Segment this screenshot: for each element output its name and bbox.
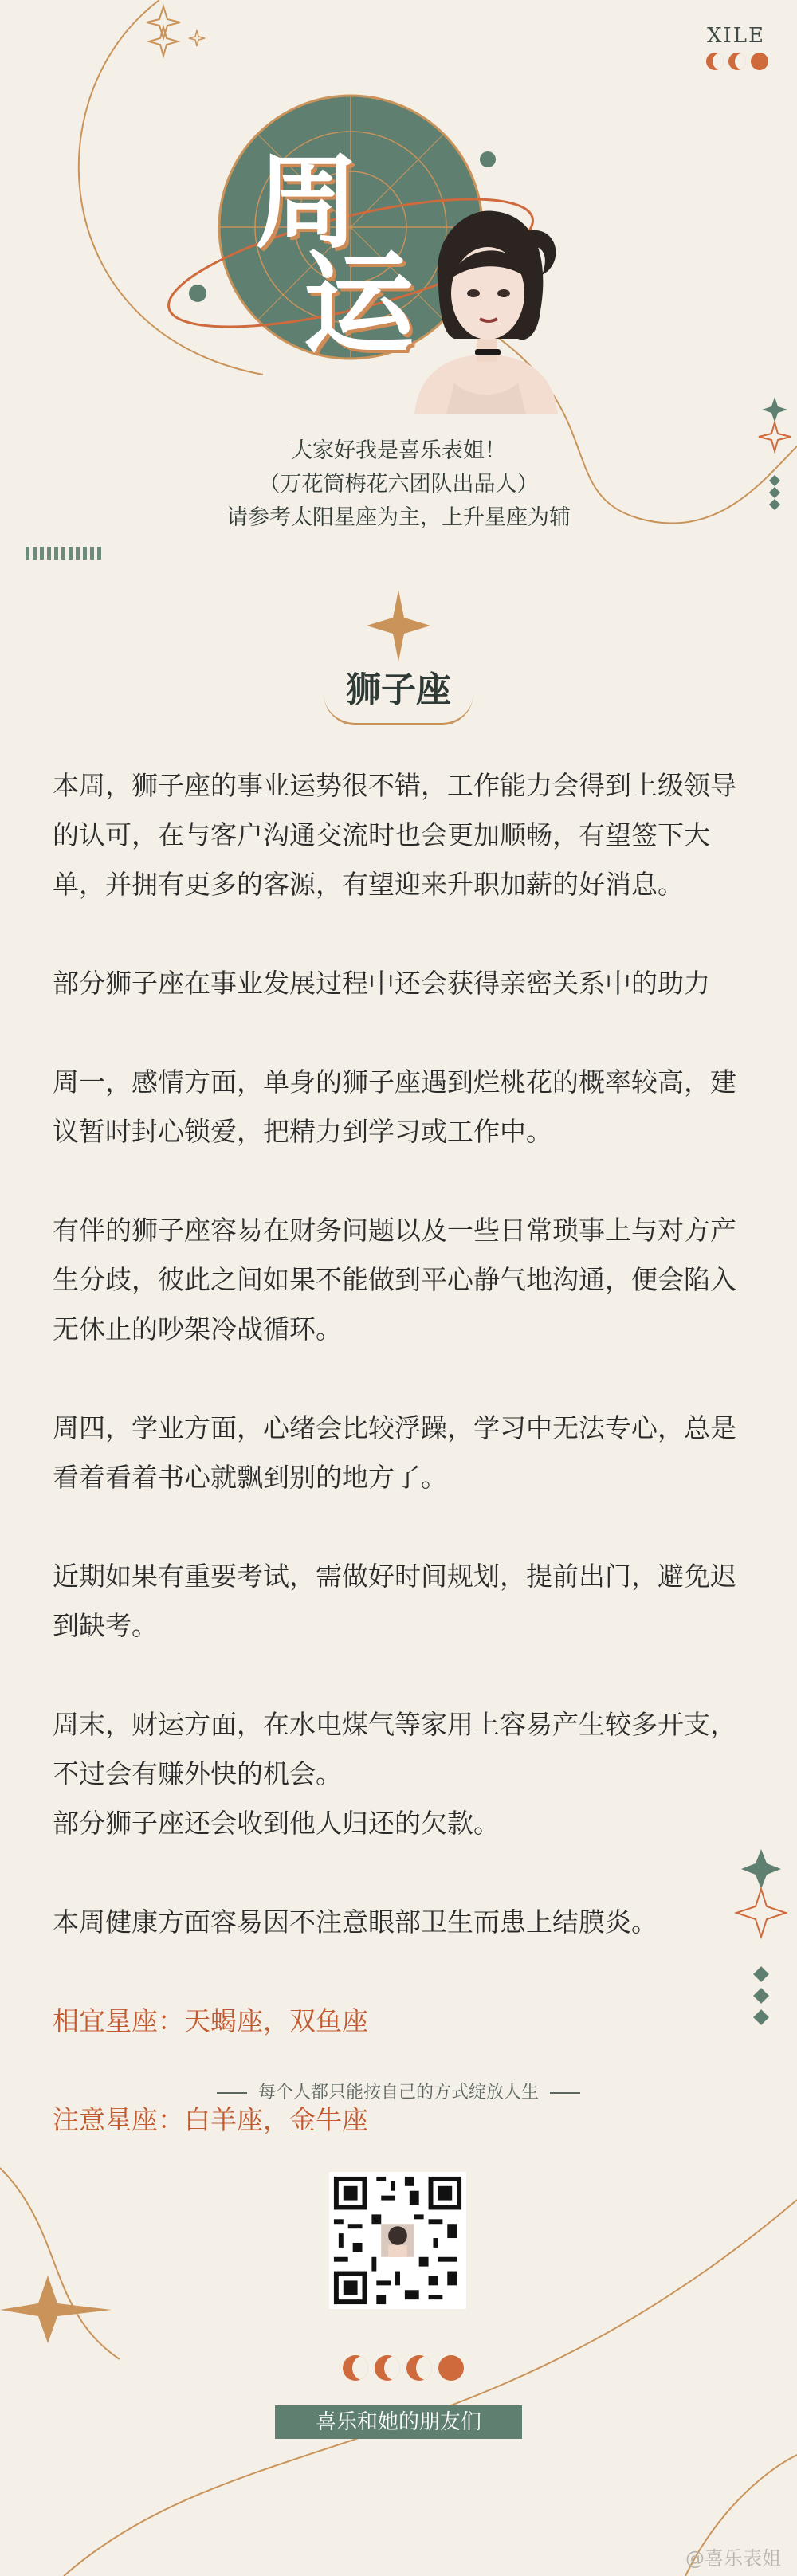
diamond-icon: [753, 1966, 769, 2025]
brand-label: XILE: [706, 24, 765, 48]
paragraph-wealth: 周末，财运方面，在水电煤气等家用上容易产生较多开支，不过会有赚外快的机会。: [53, 1709, 736, 1789]
watermark: @喜乐表姐: [685, 2547, 781, 2570]
caution-signs: 注意星座：白羊座，金牛座: [53, 2104, 368, 2135]
horoscope-content: [53, 761, 754, 2194]
sparkle-icon: [0, 2276, 112, 2343]
intro-line: （万花筒梅花六团队出品人）: [258, 472, 539, 497]
paragraph-career: 本周，狮子座的事业运势很不错，工作能力会得到上级领导的认可，在与客户沟通交流时也会更加顺畅，有望签下大单，并拥有更多的客源，有望迎来升职加薪的好消息。: [53, 770, 736, 900]
paragraph-career-help: 部分狮子座在事业发展过程中还会获得亲密关系中的助力: [53, 968, 710, 999]
stripe-ornament: [26, 547, 101, 560]
sign-heading-wrap: [0, 658, 797, 725]
title-char-yun: 运: [303, 240, 415, 370]
paragraph-exam: 近期如果有重要考试，需做好时间规划，提前出门，避免迟到缺考。: [53, 1561, 736, 1641]
sparkle-icon: [147, 6, 205, 56]
motto: [0, 2079, 797, 2103]
portrait-illustration: [406, 199, 566, 414]
intro-line: 大家好我是喜乐表姐！: [291, 438, 506, 463]
compatible-signs: 相宜星座：天蝎座，双鱼座: [53, 2005, 368, 2036]
paragraph-study: 周四，学业方面，心绪会比较浮躁，学习中无法专心，总是看着看着书心就飘到别的地方了。: [53, 1412, 736, 1493]
paragraph-debt: 部分狮子座还会收到他人归还的欠款。: [53, 1808, 500, 1839]
qr-code: [329, 2172, 466, 2309]
paragraph-health: 本周健康方面容易因不注意眼部卫生而患上结膜炎。: [53, 1906, 658, 1938]
sparkle-icon: [367, 590, 430, 662]
title-char-zhou: 周: [255, 142, 359, 263]
zodiac-sign-title: 狮子座: [324, 658, 473, 725]
moon-phase-icon: [343, 2355, 464, 2381]
intro-line: 请参考太阳星座为主，上升星座为辅: [226, 505, 571, 530]
moon-phase-icon: [706, 53, 768, 70]
paragraph-love-couple: 有伴的狮子座容易在财务问题以及一些日常琐事上与对方产生分歧，彼此之间如果不能做到平心静气地沟通，便会陷入无休止的吵架冷战循环。: [53, 1215, 736, 1345]
intro-text: [0, 434, 797, 535]
footer-label: 喜乐和她的朋友们: [275, 2405, 522, 2439]
motto-text: 每个人都只能按自己的方式绽放人生: [257, 2083, 539, 2103]
paragraph-love-single: 周一，感情方面，单身的狮子座遇到烂桃花的概率较高，建议暂时封心锁爱，把精力到学习或工作中。: [53, 1066, 736, 1147]
